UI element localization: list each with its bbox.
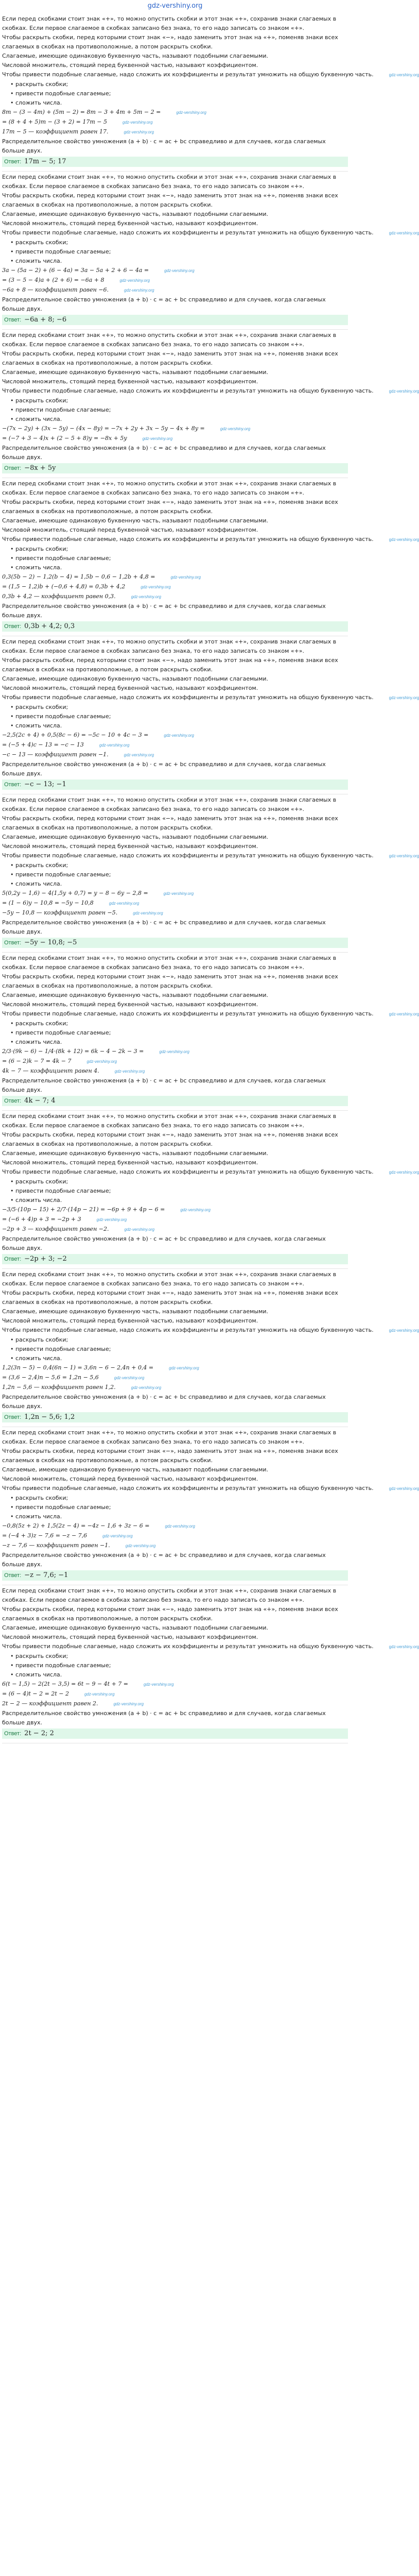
math-line: −6a + 8 — коэффициент равен −6. gdz-vershiny.org: [2, 286, 154, 293]
answer-box: [2, 1570, 348, 1581]
rule-text: Чтобы раскрыть скобки, перед которыми стоит знак «−», надо заменить этот знак на «+», поменяв знаки всех слагаемых в скобках на противоположные, а потом раскрыть скобки.: [2, 1448, 338, 1464]
watermark: gdz-vershiny.org: [119, 278, 150, 283]
rule-text: Слагаемые, имеющие одинаковую буквенную часть, называют подобными слагаемыми.: [2, 211, 269, 217]
rule-text: Чтобы привести подобные слагаемые, надо сложить их коэффициенты и результат умножить на общую буквенную часть. gdz-vershiny.org: [2, 1168, 419, 1175]
math-line: 2t − 2 — коэффициент равен 2. gdz-vershiny.org: [2, 1700, 144, 1707]
answer-label: Ответ:: [4, 1572, 22, 1579]
math-line: −z − 7,6 — коэффициент равен −1. gdz-vershiny.org: [2, 1542, 156, 1549]
step-item: • раскрыть скобки;: [2, 238, 348, 247]
math-line: 0,3(5b − 2) − 1,2(b − 4) = 1,5b − 0,6 − 1,2b + 4,8 = gdz-vershiny.org: [2, 573, 201, 580]
rule-text: Числовой множитель, стоящий перед буквенной частью, называют коэффициентом.: [2, 62, 258, 69]
answer-label: Ответ:: [4, 623, 22, 630]
math-line: = (8 + 4 + 5)m − (3 + 2) = 17m − 5 gdz-vershiny.org: [2, 118, 153, 125]
rule-text: Чтобы привести подобные слагаемые, надо сложить их коэффициенты и результат умножить на общую буквенную часть. gdz-vershiny.org: [2, 1643, 419, 1650]
step-item: • привести подобные слагаемые;: [2, 405, 348, 415]
step-item: • привести подобные слагаемые;: [2, 1661, 348, 1670]
solution-block: [2, 1269, 419, 1427]
rule-text: Если перед скобками стоит знак «+», то можно опустить скобки и этот знак «+», сохранив знаки слагаемых в скобках. Если первое слагаемое в скобках записано без знака, то его надо записать со знаком «+».: [2, 796, 337, 812]
step-item: • раскрыть скобки;: [2, 396, 348, 405]
math-line: 17m − 5 — коэффициент равен 17. gdz-vershiny.org: [2, 128, 154, 135]
rule-text: Слагаемые, имеющие одинаковую буквенную часть, называют подобными слагаемыми.: [2, 992, 269, 998]
rule-text: Чтобы раскрыть скобки, перед которыми стоит знак «−», надо заменить этот знак на «+», поменяв знаки всех слагаемых в скобках на противоположные, а потом раскрыть скобки.: [2, 1131, 338, 1147]
rule-text: Если перед скобками стоит знак «+», то можно опустить скобки и этот знак «+», сохранив знаки слагаемых в скобках. Если первое слагаемое в скобках записано без знака, то его надо записать со знаком «+».: [2, 955, 337, 971]
watermark: gdz-vershiny.org: [86, 1059, 117, 1064]
rule-text: Чтобы раскрыть скобки, перед которыми стоит знак «−», надо заменить этот знак на «+», поменяв знаки всех слагаемых в скобках на противоположные, а потом раскрыть скобки.: [2, 499, 338, 515]
answer-label: Ответ:: [4, 465, 22, 471]
answer-box: [2, 1254, 348, 1264]
math-line: −0,8(5z + 2) + 1,5(2z − 4) = −4z − 1,6 + 3z − 6 = gdz-vershiny.org: [2, 1522, 195, 1529]
step-item: • сложить числа.: [2, 1196, 348, 1205]
answer-value: −5y − 10,8; −5: [24, 939, 77, 946]
answer-value: 17m − 5; 17: [24, 158, 66, 165]
answer-value: −2p + 3; −2: [24, 1255, 67, 1263]
rule-text: Числовой множитель, стоящий перед буквенной частью, называют коэффициентом.: [2, 1001, 258, 1008]
rule-text: Числовой множитель, стоящий перед буквенной частью, называют коэффициентом.: [2, 378, 258, 385]
site-header[interactable]: gdz-vershiny.org: [147, 2, 203, 10]
step-item: • привести подобные слагаемые;: [2, 1503, 348, 1512]
step-item: • сложить числа.: [2, 415, 348, 424]
math-line: 2/3·(9k − 6) − 1/4·(8k + 12) = 6k − 4 − 2k − 3 = gdz-vershiny.org: [2, 1048, 189, 1055]
rule-text: Если перед скобками стоит знак «+», то можно опустить скобки и этот знак «+», сохранив знаки слагаемых в скобках. Если первое слагаемое в скобках записано без знака, то его надо записать со знаком «+».: [2, 1113, 337, 1129]
rule-text: Числовой множитель, стоящий перед буквенной частью, называют коэффициентом.: [2, 527, 258, 533]
watermark: gdz-vershiny.org: [164, 733, 194, 738]
solution-block: [2, 1111, 419, 1269]
math-line: = (3,6 − 2,4)n − 5,6 = 1,2n − 5,6 gdz-vershiny.org: [2, 1374, 145, 1381]
watermark: gdz-vershiny.org: [84, 1692, 115, 1697]
step-item: • раскрыть скобки;: [2, 80, 348, 89]
solution-block: [2, 1427, 419, 1585]
rule-text: Если перед скобками стоит знак «+», то можно опустить скобки и этот знак «+», сохранив знаки слагаемых в скобках. Если первое слагаемое в скобках записано без знака, то его надо записать со знаком «+».: [2, 1587, 337, 1603]
watermark: gdz-vershiny.org: [114, 1376, 145, 1380]
step-item: • привести подобные слагаемые;: [2, 247, 348, 257]
step-item: • раскрыть скобки;: [2, 1652, 348, 1661]
rule-text: Слагаемые, имеющие одинаковую буквенную часть, называют подобными слагаемыми.: [2, 675, 269, 682]
rule-text: Если перед скобками стоит знак «+», то можно опустить скобки и этот знак «+», сохранив знаки слагаемых в скобках. Если первое слагаемое в скобках записано без знака, то его надо записать со знаком «+».: [2, 332, 337, 348]
math-line: −2,5(2c + 4) + 0,5(8c − 6) = −5c − 10 + 4c − 3 = gdz-vershiny.org: [2, 732, 194, 738]
math-line: 8m − (3 − 4m) + (5m − 2) = 8m − 3 + 4m + 5m − 2 = gdz-vershiny.org: [2, 109, 206, 115]
answer-box: [2, 1728, 348, 1739]
math-line: = (−5 + 4)c − 13 = −c − 13 gdz-vershiny.org: [2, 741, 130, 748]
rule-text: Чтобы раскрыть скобки, перед которыми стоит знак «−», надо заменить этот знак на «+», поменяв знаки всех слагаемых в скобках на противоположные, а потом раскрыть скобки.: [2, 34, 338, 50]
rule-text: Слагаемые, имеющие одинаковую буквенную часть, называют подобными слагаемыми.: [2, 1466, 269, 1473]
step-item: • раскрыть скобки;: [2, 545, 348, 554]
solution-block: [2, 330, 419, 478]
watermark: gdz-vershiny.org: [389, 1012, 419, 1016]
answer-value: 1,2n − 5,6; 1,2: [24, 1413, 75, 1421]
math-line: −3/5·(10p − 15) + 2/7·(14p − 21) = −6p + 9 + 4p − 6 = gdz-vershiny.org: [2, 1206, 211, 1213]
solution-block: [2, 953, 419, 1111]
solution-block: [2, 478, 419, 636]
step-item: • раскрыть скобки;: [2, 1335, 348, 1345]
watermark: gdz-vershiny.org: [124, 130, 154, 134]
rule-text: Числовой множитель, стоящий перед буквенной частью, называют коэффициентом.: [2, 843, 258, 850]
rule-text: Слагаемые, имеющие одинаковую буквенную часть, называют подобными слагаемыми.: [2, 1150, 269, 1157]
watermark: gdz-vershiny.org: [389, 1486, 419, 1491]
solution-list: [2, 13, 419, 1743]
answer-value: 4k − 7; 4: [24, 1097, 56, 1105]
rule-text: Распределительное свойство умножения (a + b) · c = ac + bc справедливо и для случаев, когда слагаемых больше двух.: [2, 1394, 326, 1410]
answer-value: 0,3b + 4,2; 0,3: [24, 622, 75, 630]
math-line: = (1,5 − 1,2)b + (−0,6 + 4,8) = 0,3b + 4,2 gdz-vershiny.org: [2, 583, 171, 590]
step-item: • привести подобные слагаемые;: [2, 1028, 348, 1038]
answer-label: Ответ:: [4, 159, 22, 165]
solution-block: [2, 636, 419, 794]
step-item: • сложить числа.: [2, 721, 348, 731]
step-item: • сложить числа.: [2, 879, 348, 889]
answer-box: [2, 1412, 348, 1422]
watermark: gdz-vershiny.org: [180, 1208, 211, 1212]
watermark: gdz-vershiny.org: [102, 1534, 133, 1538]
solution-block: [2, 794, 419, 953]
step-item: • привести подобные слагаемые;: [2, 89, 348, 98]
step-item: • сложить числа.: [2, 257, 348, 266]
math-line: = (6 − 4)t − 2 = 2t − 2 gdz-vershiny.org: [2, 1690, 115, 1697]
answer-value: 2t − 2; 2: [24, 1730, 54, 1737]
watermark: gdz-vershiny.org: [99, 743, 130, 748]
step-item: • привести подобные слагаемые;: [2, 1345, 348, 1354]
watermark: gdz-vershiny.org: [164, 268, 195, 273]
watermark: gdz-vershiny.org: [169, 1366, 199, 1370]
rule-text: Чтобы привести подобные слагаемые, надо сложить их коэффициенты и результат умножить на общую буквенную часть. gdz-vershiny.org: [2, 1485, 419, 1492]
rule-text: Числовой множитель, стоящий перед буквенной частью, называют коэффициентом.: [2, 1634, 258, 1640]
step-item: • сложить числа.: [2, 1512, 348, 1521]
answer-value: −8x + 5y: [24, 464, 56, 472]
watermark: gdz-vershiny.org: [389, 1328, 419, 1333]
watermark: gdz-vershiny.org: [125, 1544, 156, 1548]
solution-block: [2, 1585, 419, 1743]
watermark: gdz-vershiny.org: [96, 1217, 127, 1222]
step-item: • привести подобные слагаемые;: [2, 870, 348, 879]
rule-text: Распределительное свойство умножения (a + b) · c = ac + bc справедливо и для случаев, когда слагаемых больше двух.: [2, 1235, 326, 1251]
rule-text: Распределительное свойство умножения (a + b) · c = ac + bc справедливо и для случаев, когда слагаемых больше двух.: [2, 761, 326, 777]
step-item: • сложить числа.: [2, 1670, 348, 1680]
rule-text: Распределительное свойство умножения (a + b) · c = ac + bc справедливо и для случаев, когда слагаемых больше двух.: [2, 138, 326, 154]
watermark: gdz-vershiny.org: [109, 901, 139, 906]
rule-text: Числовой множитель, стоящий перед буквенной частью, называют коэффициентом.: [2, 220, 258, 227]
watermark: gdz-vershiny.org: [113, 1702, 144, 1706]
solution-block: [2, 13, 419, 172]
math-line: −5y − 10,8 — коэффициент равен −5. gdz-vershiny.org: [2, 909, 163, 916]
math-line: 0,3b + 4,2 — коэффициент равен 0,3. gdz-vershiny.org: [2, 593, 162, 600]
rule-text: Если перед скобками стоит знак «+», то можно опустить скобки и этот знак «+», сохранив знаки слагаемых в скобках. Если первое слагаемое в скобках записано без знака, то его надо записать со знаком «+».: [2, 1429, 337, 1445]
rule-text: Чтобы привести подобные слагаемые, надо сложить их коэффициенты и результат умножить на общую буквенную часть. gdz-vershiny.org: [2, 852, 419, 859]
rule-text: Распределительное свойство умножения (a + b) · c = ac + bc справедливо и для случаев, когда слагаемых больше двух.: [2, 919, 326, 935]
rule-text: Числовой множитель, стоящий перед буквенной частью, называют коэффициентом.: [2, 1317, 258, 1324]
rule-text: Чтобы привести подобные слагаемые, надо сложить их коэффициенты и результат умножить на общую буквенную часть. gdz-vershiny.org: [2, 536, 419, 543]
answer-box: [2, 315, 348, 325]
watermark: gdz-vershiny.org: [170, 575, 201, 580]
math-line: = (−6 + 4)p + 3 = −2p + 3 gdz-vershiny.org: [2, 1216, 127, 1223]
math-line: = (6 − 2)k − 7 = 4k − 7 gdz-vershiny.org: [2, 1058, 117, 1064]
watermark: gdz-vershiny.org: [389, 696, 419, 700]
math-line: 5(0,2y − 1,6) − 4(1,5y + 0,7) = y − 8 − 6y − 2,8 = gdz-vershiny.org: [2, 890, 194, 896]
rule-text: Чтобы привести подобные слагаемые, надо сложить их коэффициенты и результат умножить на общую буквенную часть. gdz-vershiny.org: [2, 1010, 419, 1017]
rule-text: Числовой множитель, стоящий перед буквенной частью, называют коэффициентом.: [2, 1476, 258, 1482]
rule-text: Распределительное свойство умножения (a + b) · c = ac + bc справедливо и для случаев, когда слагаемых больше двух.: [2, 1077, 326, 1093]
answer-label: Ответ:: [4, 317, 22, 323]
step-item: • сложить числа.: [2, 98, 348, 108]
rule-text: Чтобы привести подобные слагаемые, надо сложить их коэффициенты и результат умножить на общую буквенную часть. gdz-vershiny.org: [2, 387, 419, 394]
rule-text: Чтобы привести подобные слагаемые, надо сложить их коэффициенты и результат умножить на общую буквенную часть. gdz-vershiny.org: [2, 71, 419, 78]
rule-text: Слагаемые, имеющие одинаковую буквенную часть, называют подобными слагаемыми.: [2, 1624, 269, 1631]
answer-label: Ответ:: [4, 1256, 22, 1262]
math-line: = (−7 + 3 − 4)x + (2 − 5 + 8)y = −8x + 5y gdz-vershiny.org: [2, 435, 173, 442]
rule-text: Если перед скобками стоит знак «+», то можно опустить скобки и этот знак «+», сохранив знаки слагаемых в скобках. Если первое слагаемое в скобках записано без знака, то его надо записать со знаком «+».: [2, 638, 337, 654]
answer-box: [2, 1096, 348, 1106]
rule-text: Распределительное свойство умножения (a + b) · c = ac + bc справедливо и для случаев, когда слагаемых больше двух.: [2, 1552, 326, 1568]
rule-text: Если перед скобками стоит знак «+», то можно опустить скобки и этот знак «+», сохранив знаки слагаемых в скобках. Если первое слагаемое в скобках записано без знака, то его надо записать со знаком «+».: [2, 174, 337, 190]
watermark: gdz-vershiny.org: [142, 436, 173, 441]
answer-value: −c − 13; −1: [24, 781, 66, 788]
watermark: gdz-vershiny.org: [389, 73, 419, 77]
rule-text: Слагаемые, имеющие одинаковую буквенную часть, называют подобными слагаемыми.: [2, 369, 269, 376]
answer-label: Ответ:: [4, 1731, 22, 1737]
rule-text: Слагаемые, имеющие одинаковую буквенную часть, называют подобными слагаемыми.: [2, 1308, 269, 1315]
math-line: 1,2n − 5,6 — коэффициент равен 1,2. gdz-vershiny.org: [2, 1384, 162, 1391]
watermark: gdz-vershiny.org: [389, 231, 419, 235]
step-item: • привести подобные слагаемые;: [2, 712, 348, 721]
solution-block: [2, 172, 419, 330]
answer-box: [2, 938, 348, 948]
answer-label: Ответ:: [4, 940, 22, 946]
step-item: • раскрыть скобки;: [2, 861, 348, 870]
math-line: 4k − 7 — коэффициент равен 4. gdz-vershiny.org: [2, 1067, 145, 1074]
rule-text: Если перед скобками стоит знак «+», то можно опустить скобки и этот знак «+», сохранив знаки слагаемых в скобках. Если первое слагаемое в скобках записано без знака, то его надо записать со знаком «+».: [2, 480, 337, 496]
watermark: gdz-vershiny.org: [220, 427, 251, 431]
step-item: • привести подобные слагаемые;: [2, 554, 348, 563]
watermark: gdz-vershiny.org: [389, 537, 419, 542]
step-item: • сложить числа.: [2, 1038, 348, 1047]
step-item: • раскрыть скобки;: [2, 1494, 348, 1503]
answer-box: [2, 157, 348, 167]
rule-text: Чтобы раскрыть скобки, перед которыми стоит знак «−», надо заменить этот знак на «+», поменяв знаки всех слагаемых в скобках на противоположные, а потом раскрыть скобки.: [2, 815, 338, 831]
watermark: gdz-vershiny.org: [389, 389, 419, 394]
rule-text: Числовой множитель, стоящий перед буквенной частью, называют коэффициентом.: [2, 685, 258, 691]
step-item: • привести подобные слагаемые;: [2, 1187, 348, 1196]
watermark: gdz-vershiny.org: [141, 585, 171, 589]
watermark: gdz-vershiny.org: [163, 891, 194, 896]
rule-text: Чтобы раскрыть скобки, перед которыми стоит знак «−», надо заменить этот знак на «+», поменяв знаки всех слагаемых в скобках на противоположные, а потом раскрыть скобки.: [2, 1606, 338, 1622]
math-line: −2p + 3 — коэффициент равен −2. gdz-vershiny.org: [2, 1226, 155, 1232]
rule-text: Чтобы привести подобные слагаемые, надо сложить их коэффициенты и результат умножить на общую буквенную часть. gdz-vershiny.org: [2, 229, 419, 236]
step-item: • раскрыть скобки;: [2, 703, 348, 712]
math-line: 3a − (5a − 2) + (6 − 4a) = 3a − 5a + 2 + 6 − 4a = gdz-vershiny.org: [2, 267, 195, 274]
step-item: • сложить числа.: [2, 563, 348, 572]
math-line: = (3 − 5 − 4)a + (2 + 6) = −6a + 8 gdz-vershiny.org: [2, 277, 150, 283]
watermark: gdz-vershiny.org: [131, 595, 162, 599]
answer-label: Ответ:: [4, 782, 22, 788]
rule-text: Распределительное свойство умножения (a + b) · c = ac + bc справедливо и для случаев, когда слагаемых больше двух.: [2, 445, 326, 461]
math-line: −(7x − 2y) + (3x − 5y) − (4x − 8y) = −7x + 2y + 3x − 5y − 4x + 8y = gdz-vershiny.org: [2, 425, 251, 432]
math-line: −c − 13 — коэффициент равен −1. gdz-vershiny.org: [2, 751, 154, 758]
rule-text: Чтобы раскрыть скобки, перед которыми стоит знак «−», надо заменить этот знак на «+», поменяв знаки всех слагаемых в скобках на противоположные, а потом раскрыть скобки.: [2, 350, 338, 366]
math-line: 6(t − 1,5) − 2(2t − 3,5) = 6t − 9 − 4t + 7 = gdz-vershiny.org: [2, 1681, 174, 1687]
watermark: gdz-vershiny.org: [133, 911, 163, 916]
rule-text: Чтобы раскрыть скобки, перед которыми стоит знак «−», надо заменить этот знак на «+», поменяв знаки всех слагаемых в скобках на противоположные, а потом раскрыть скобки.: [2, 973, 338, 989]
watermark: gdz-vershiny.org: [389, 1645, 419, 1649]
watermark: gdz-vershiny.org: [124, 1227, 155, 1232]
watermark: gdz-vershiny.org: [159, 1049, 189, 1054]
watermark: gdz-vershiny.org: [389, 1170, 419, 1175]
answer-box: [2, 779, 348, 790]
rule-text: Если перед скобками стоит знак «+», то можно опустить скобки и этот знак «+», сохранив знаки слагаемых в скобках. Если первое слагаемое в скобках записано без знака, то его надо записать со знаком «+».: [2, 1271, 337, 1287]
rule-text: Числовой множитель, стоящий перед буквенной частью, называют коэффициентом.: [2, 1159, 258, 1166]
watermark: gdz-vershiny.org: [114, 1069, 145, 1074]
rule-text: Слагаемые, имеющие одинаковую буквенную часть, называют подобными слагаемыми.: [2, 517, 269, 524]
math-line: = (−4 + 3)z − 7,6 = −z − 7,6 gdz-vershiny.org: [2, 1532, 133, 1539]
rule-text: Распределительное свойство умножения (a + b) · c = ac + bc справедливо и для случаев, когда слагаемых больше двух.: [2, 1710, 326, 1726]
answer-value: −6a + 8; −6: [24, 316, 67, 324]
rule-text: Распределительное свойство умножения (a + b) · c = ac + bc справедливо и для случаев, когда слагаемых больше двух.: [2, 296, 326, 312]
watermark: gdz-vershiny.org: [123, 120, 153, 125]
answer-box: [2, 621, 348, 632]
watermark: gdz-vershiny.org: [389, 854, 419, 858]
answer-label: Ответ:: [4, 1414, 22, 1420]
answer-label: Ответ:: [4, 1098, 22, 1104]
step-item: • раскрыть скобки;: [2, 1019, 348, 1028]
rule-text: Слагаемые, имеющие одинаковую буквенную часть, называют подобными слагаемыми.: [2, 834, 269, 840]
rule-text: Чтобы раскрыть скобки, перед которыми стоит знак «−», надо заменить этот знак на «+», поменяв знаки всех слагаемых в скобках на противоположные, а потом раскрыть скобки.: [2, 1290, 338, 1306]
watermark: gdz-vershiny.org: [144, 1682, 174, 1687]
rule-text: Чтобы раскрыть скобки, перед которыми стоит знак «−», надо заменить этот знак на «+», поменяв знаки всех слагаемых в скобках на противоположные, а потом раскрыть скобки.: [2, 192, 338, 208]
answer-box: [2, 463, 348, 473]
watermark: gdz-vershiny.org: [165, 1524, 195, 1529]
rule-text: Распределительное свойство умножения (a + b) · c = ac + bc справедливо и для случаев, когда слагаемых больше двух.: [2, 603, 326, 619]
watermark: gdz-vershiny.org: [131, 1385, 162, 1390]
rule-text: Чтобы привести подобные слагаемые, надо сложить их коэффициенты и результат умножить на общую буквенную часть. gdz-vershiny.org: [2, 694, 419, 701]
math-line: = (1 − 6)y − 10,8 = −5y − 10,8 gdz-vershiny.org: [2, 900, 139, 906]
watermark: gdz-vershiny.org: [124, 753, 154, 757]
rule-text: Чтобы раскрыть скобки, перед которыми стоит знак «−», надо заменить этот знак на «+», поменяв знаки всех слагаемых в скобках на противоположные, а потом раскрыть скобки.: [2, 657, 338, 673]
math-line: 1,2(3n − 5) − 0,4(6n − 1) = 3,6n − 6 − 2,4n + 0,4 = gdz-vershiny.org: [2, 1364, 199, 1371]
step-item: • сложить числа.: [2, 1354, 348, 1363]
answer-value: −z − 7,6; −1: [24, 1571, 68, 1579]
watermark: gdz-vershiny.org: [124, 288, 154, 293]
rule-text: Чтобы привести подобные слагаемые, надо сложить их коэффициенты и результат умножить на общую буквенную часть. gdz-vershiny.org: [2, 1327, 419, 1333]
rule-text: Слагаемые, имеющие одинаковую буквенную часть, называют подобными слагаемыми.: [2, 53, 269, 59]
step-item: • раскрыть скобки;: [2, 1177, 348, 1187]
watermark: gdz-vershiny.org: [176, 110, 206, 115]
rule-text: Если перед скобками стоит знак «+», то можно опустить скобки и этот знак «+», сохранив знаки слагаемых в скобках. Если первое слагаемое в скобках записано без знака, то его надо записать со знаком «+».: [2, 15, 337, 31]
